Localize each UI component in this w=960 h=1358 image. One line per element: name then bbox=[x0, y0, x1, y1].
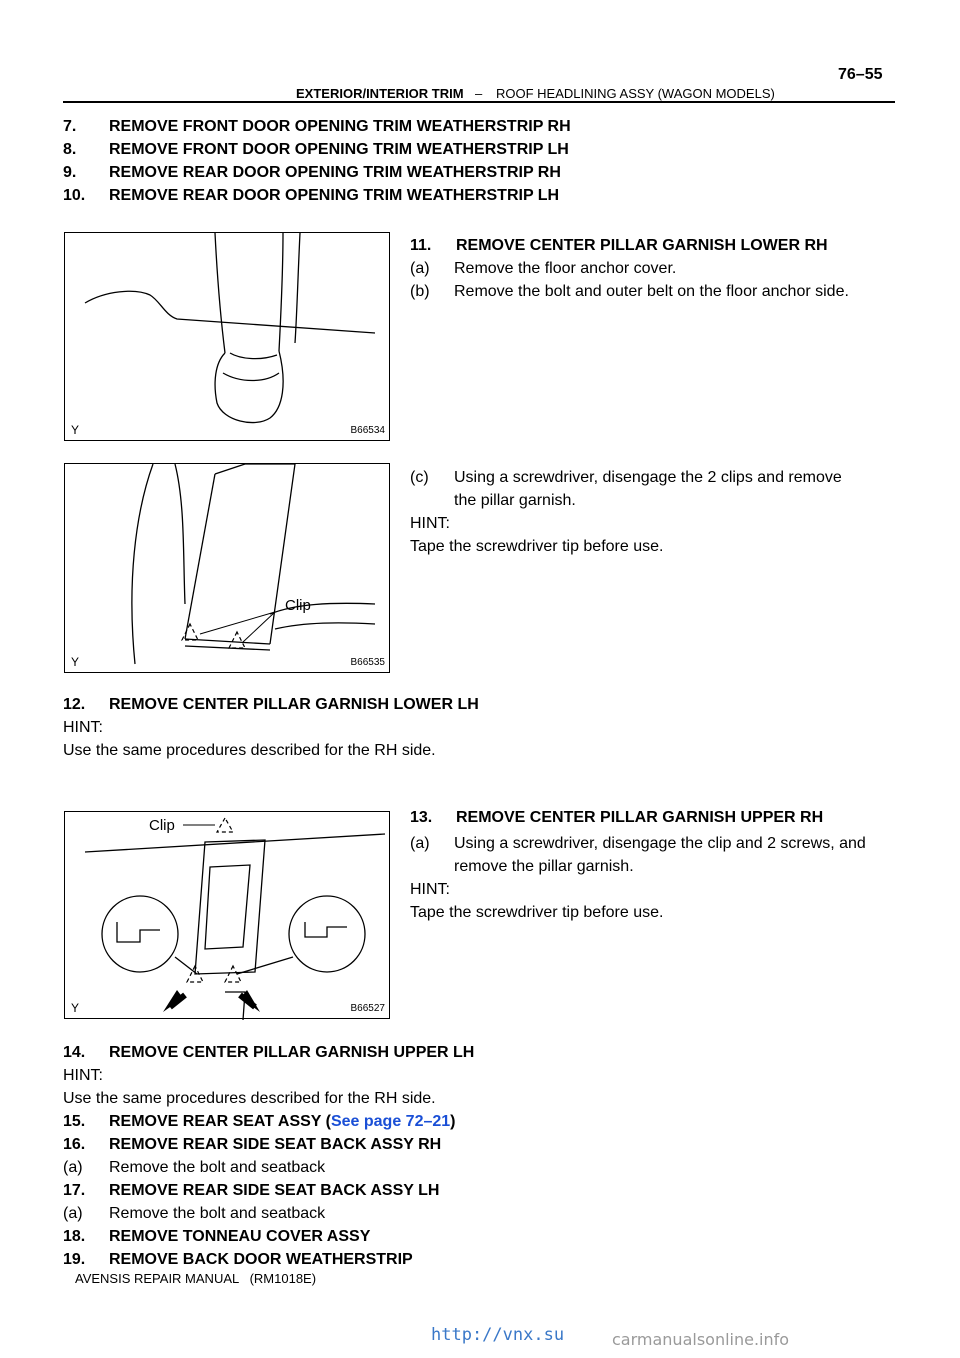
step-12-hint-label: HINT: bbox=[63, 719, 103, 736]
step-12-hint-text: Use the same procedures described for the RH side. bbox=[63, 742, 436, 759]
step-13-hint-text: Tape the screwdriver tip before use. bbox=[410, 904, 664, 921]
watermark-site: carmanualsonline.info bbox=[612, 1330, 790, 1349]
floor-anchor-illustration bbox=[65, 233, 391, 442]
clip-label: Clip bbox=[285, 597, 311, 614]
header-subsection: ROOF HEADLINING ASSY (WAGON MODELS) bbox=[496, 86, 775, 101]
figure-y-mark: Y bbox=[71, 423, 80, 437]
upper-garnish-illustration bbox=[65, 812, 391, 1020]
figure-lower-garnish-clips bbox=[64, 463, 390, 673]
figure-y-mark: Y bbox=[71, 655, 80, 669]
header-section: EXTERIOR/INTERIOR TRIM bbox=[296, 86, 464, 101]
figure-floor-anchor bbox=[64, 232, 390, 441]
step-14-hint-label: HINT: bbox=[63, 1067, 103, 1084]
figure-code: B66534 bbox=[350, 425, 385, 436]
figure-code: B66527 bbox=[350, 1003, 385, 1014]
see-page-link[interactable]: See page 72–21 bbox=[330, 1113, 451, 1130]
lower-garnish-illustration bbox=[65, 464, 391, 674]
figure-upper-garnish bbox=[64, 811, 390, 1019]
step-11-hint-text: Tape the screwdriver tip before use. bbox=[410, 538, 664, 555]
step-14-hint-text: Use the same procedures described for the RH side. bbox=[63, 1090, 436, 1107]
step-13a-cont: remove the pillar garnish. bbox=[454, 858, 634, 875]
step-13-hint-label: HINT: bbox=[410, 881, 450, 898]
step-11-hint-label: HINT: bbox=[410, 515, 450, 532]
header-separator: – bbox=[475, 86, 483, 101]
watermark-url[interactable]: http://vnx.su bbox=[431, 1325, 565, 1345]
header-rule bbox=[63, 101, 895, 103]
figure-y-mark: Y bbox=[71, 1001, 80, 1015]
footer-manual-title: AVENSIS REPAIR MANUAL (RM1018E) bbox=[75, 1271, 317, 1286]
figure-code: B66535 bbox=[350, 657, 385, 668]
page-number: 76–55 bbox=[838, 66, 883, 83]
clip-label: Clip bbox=[149, 817, 175, 834]
step-11c-cont: the pillar garnish. bbox=[454, 492, 576, 509]
